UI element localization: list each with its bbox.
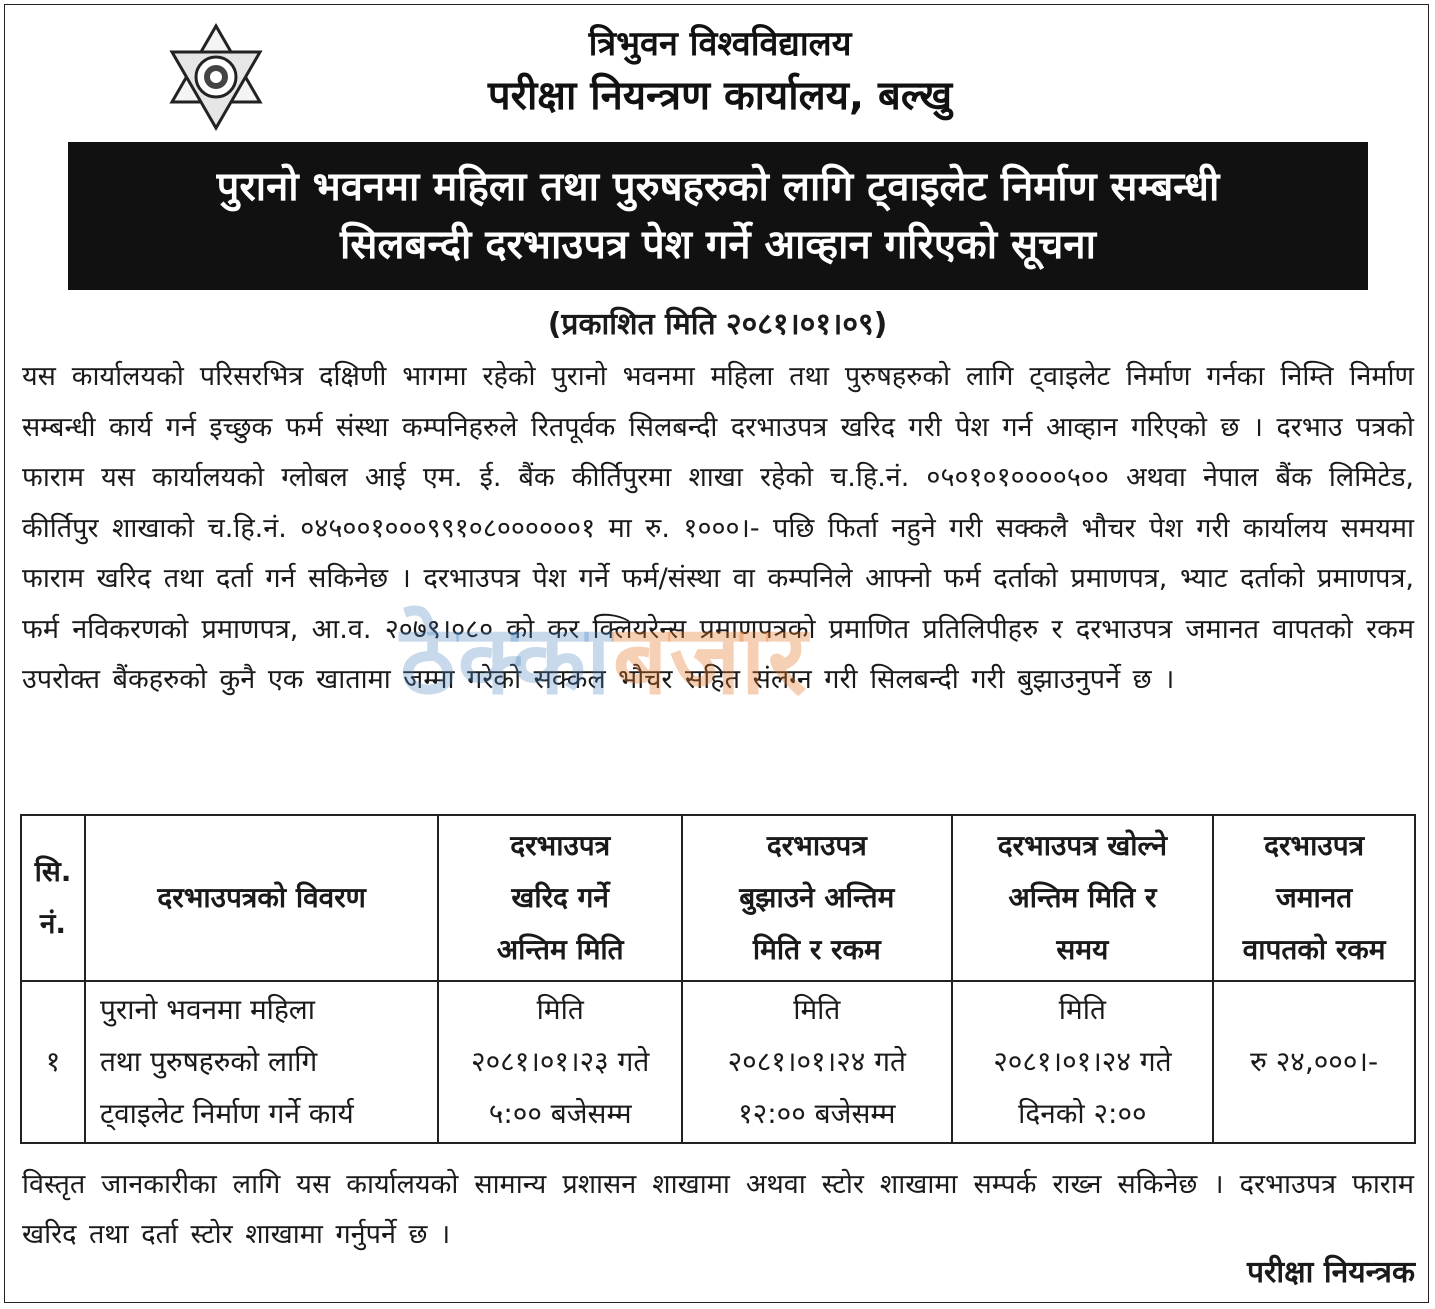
cell-purchase-deadline: मिति २०८१।०१।२३ गते ५:०० बजेसम्म	[438, 981, 682, 1143]
organization-header	[300, 20, 1140, 124]
university-emblem-icon	[164, 22, 268, 132]
header-submit-deadline: दरभाउपत्र बुझाउने अन्तिम मिति र रकम	[682, 815, 952, 981]
cell-sn: १	[21, 981, 85, 1143]
notice-body: यस कार्यालयको परिसरभित्र दक्षिणी भागमा रहेको पुरानो भवनमा महिला तथा पुरुषहरुको लागि ट्वाइलेट निर्माण गर्नका निम्ति निर्माण सम्बन्धी कार्य गर्न इच्छुक फर्म संस्था कम्पनिहरुले रितपूर्वक सिलबन्दी दरभाउपत्र खरिद गरी पेश गर्न आव्हान गरिएको छ । दरभाउ पत्रको फाराम यस कार्यालयको ग्लोबल आई एम. ई. बैंक कीर्तिपुरमा शाखा रहेको च.हि.नं. ०५०१०१००००५०० अथवा नेपाल बैंक लिमिटेड, कीर्तिपुर शाखाको च.हि.नं. ०४५००१०००९९१०८००००००१ मा रु. १०००।- पछि फिर्ता नहुने गरी सक्कलै भौचर पेश गरी कार्यालय समयमा फाराम खरिद तथा दर्ता गर्न सकिनेछ । दरभाउपत्र पेश गर्ने फर्म/संस्था वा कम्पनिले आफ्नो फर्म दर्ताको प्रमाणपत्र, भ्याट दर्ताको प्रमाणपत्र, फर्म नविकरणको प्रमाणपत्र, आ.व. २०७९।०८० को कर क्लियरेन्स प्रमाणपत्रको प्रमाणित प्रतिलिपीहरु र दरभाउपत्र जमानत वापतको रकम उपरोक्त बैंकहरुको कुनै एक खातामा जम्मा गरेको सक्कल भौचर सहित संलग्न गरी सिलबन्दी गरी बुझाउनुपर्ने छ ।	[22, 361, 1414, 695]
watermark-part2: बजार	[612, 604, 809, 716]
tender-table	[20, 814, 1416, 1144]
header-purchase-deadline: दरभाउपत्र खरिद गर्ने अन्तिम मिति	[438, 815, 682, 981]
notice-title-line2: सिलबन्दी दरभाउपत्र पेश गर्ने आव्हान गरिएको सूचना	[340, 222, 1096, 268]
office-name: परीक्षा नियन्त्रण कार्यालय, बल्खु	[487, 73, 953, 119]
notice-title-line1: पुरानो भवनमा महिला तथा पुरुषहरुको लागि ट्वाइलेट निर्माण सम्बन्धी	[216, 164, 1220, 210]
published-date: (प्रकाशित मिति २०८१।०१।०९)	[547, 307, 888, 342]
signature-title: परीक्षा नियन्त्रक	[1247, 1255, 1415, 1290]
cell-submit-deadline: मिति २०८१।०१।२४ गते १२:०० बजेसम्म	[682, 981, 952, 1143]
cell-opening-date: मिति २०८१।०१।२४ गते दिनको २:००	[952, 981, 1214, 1143]
table-header-row	[21, 815, 1415, 981]
notice-title-banner	[68, 142, 1368, 290]
header-bid-security: दरभाउपत्र जमानत वापतको रकम	[1213, 815, 1415, 981]
header-opening-date: दरभाउपत्र खोल्ने अन्तिम मिति र समय	[952, 815, 1214, 981]
table-row	[21, 981, 1415, 1143]
cell-bid-security: रु २४,०००।-	[1213, 981, 1415, 1143]
header-description: दरभाउपत्रको विवरण	[85, 815, 438, 981]
university-name: त्रिभुवन विश्वविद्यालय	[588, 24, 852, 64]
header-sn: सि. नं.	[21, 815, 85, 981]
footer-note: विस्तृत जानकारीका लागि यस कार्यालयको सामान्य प्रशासन शाखामा अथवा स्टोर शाखामा सम्पर्क राख्न सकिनेछ । दरभाउपत्र फाराम खरिद तथा दर्ता स्टोर शाखामा गर्नुपर्ने छ ।	[22, 1169, 1414, 1250]
cell-description: पुरानो भवनमा महिला तथा पुरुषहरुको लागि ट्वाइलेट निर्माण गर्ने कार्य	[85, 981, 438, 1143]
watermark-part1: ठेक्का	[400, 604, 613, 716]
